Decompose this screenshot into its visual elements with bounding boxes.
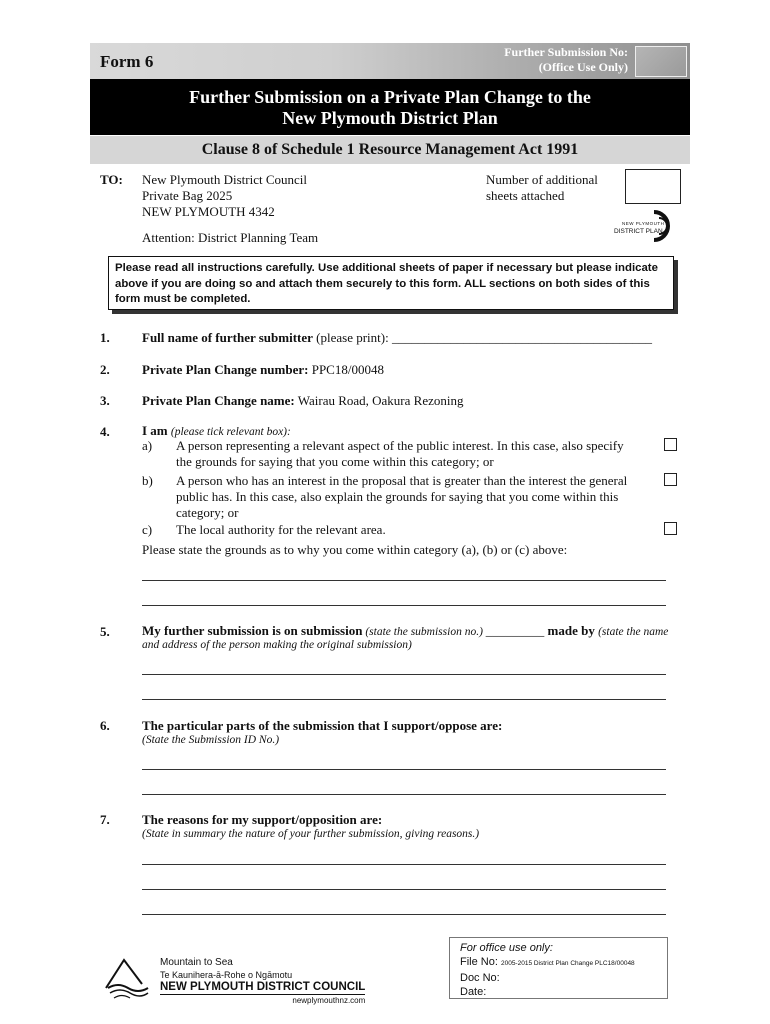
- q6-line-2[interactable]: [142, 794, 666, 795]
- logo-tagline: Mountain to Sea: [160, 957, 233, 968]
- q2-row: [142, 362, 384, 378]
- district-plan-logo-icon: [612, 208, 678, 244]
- to-label: TO:: [100, 172, 123, 187]
- logo-text-1: NEW PLYMOUTH: [622, 221, 665, 226]
- council-logo-text: [160, 957, 365, 1007]
- q5-label: My further submission is on submission: [142, 623, 363, 638]
- instructions-notice: Please read all instructions carefully. Use additional sheets of paper if necessary but please indicate above if you are doing so and attach them securely to this form. ALL sections on both sides of this form must be completed.: [108, 256, 674, 310]
- q6-label: The particular parts of the submission that I support/oppose are:: [142, 718, 503, 733]
- q4-hint: (please tick relevant box):: [170, 426, 291, 438]
- option-b-text: [176, 473, 627, 521]
- q6-line-1[interactable]: [142, 769, 666, 770]
- option-a-letter: a): [142, 438, 153, 453]
- additional-sheets-input[interactable]: [625, 169, 681, 204]
- q7-line-3[interactable]: [142, 914, 666, 915]
- attention-line: Attention: District Planning Team: [142, 230, 319, 245]
- option-b-letter: b): [142, 473, 153, 488]
- grounds-prompt: Please state the grounds as to why you come within category (a), (b) or (c) above:: [142, 542, 568, 557]
- title-line-1: Further Submission on a Private Plan Change to the: [189, 87, 591, 107]
- q3-label: Private Plan Change name:: [142, 393, 295, 408]
- grounds-line-1[interactable]: [142, 580, 666, 581]
- q1-number: 1.: [100, 330, 110, 345]
- q5-line-2[interactable]: [142, 699, 666, 700]
- q4-label: I am: [142, 423, 168, 438]
- address-line-2: Private Bag 2025: [142, 188, 233, 203]
- office-use-label: (Office Use Only): [538, 60, 628, 74]
- option-a-text: [176, 438, 624, 470]
- file-no-value: 2005-2015 District Plan Change PLC18/00048: [500, 960, 635, 967]
- option-a-line-1: A person representing a relevant aspect of the public interest. In this case, also specify: [176, 438, 624, 453]
- form-header-band: [90, 43, 690, 79]
- doc-no-label: Doc No:: [460, 972, 500, 984]
- q1-label: Full name of further submitter: [142, 330, 313, 345]
- district-plan-logo: [612, 208, 678, 244]
- option-b-line-1: A person who has an interest in the proposal that is greater than the interest the general: [176, 473, 628, 488]
- q4-number: 4.: [100, 424, 110, 439]
- q3-row: [142, 393, 463, 409]
- office-use-box: [449, 937, 668, 999]
- option-a-checkbox[interactable]: [664, 438, 677, 451]
- q5-line-1[interactable]: [142, 674, 666, 675]
- option-a-line-2: the grounds for saying that you come within this category; or: [176, 454, 494, 469]
- clause-heading: Clause 8 of Schedule 1 Resource Management Act 1991: [90, 136, 690, 164]
- council-logo: [102, 954, 154, 1002]
- option-c-checkbox[interactable]: [664, 522, 677, 535]
- q6-hint: (State the Submission ID No.): [142, 734, 280, 746]
- option-c-letter: c): [142, 522, 153, 537]
- plan-change-number: PPC18/00048: [311, 362, 384, 377]
- grounds-line-2[interactable]: [142, 605, 666, 606]
- sheets-line-1: Number of additional: [486, 172, 598, 187]
- submission-number-field[interactable]: [635, 46, 687, 77]
- q1-hint: (please print):: [312, 330, 392, 345]
- option-b-line-3: category; or: [176, 505, 239, 520]
- submission-number-blank[interactable]: _________: [485, 623, 545, 638]
- additional-sheets-label: [486, 172, 598, 204]
- further-submission-no: Further Submission No:: [504, 45, 628, 59]
- q5-number: 5.: [100, 624, 110, 639]
- q5-hint-1: (state the submission no.): [362, 626, 486, 638]
- q5-hint-3: and address of the person making the original submission): [142, 639, 412, 651]
- q2-label: Private Plan Change number:: [142, 362, 309, 377]
- address-line-3: NEW PLYMOUTH 4342: [142, 204, 275, 219]
- office-use-title: For office use only:: [460, 942, 553, 954]
- q7-line-2[interactable]: [142, 889, 666, 890]
- form-label: Form 6: [100, 52, 154, 71]
- q7-hint: (State in summary the nature of your further submission, giving reasons.): [142, 828, 480, 840]
- sheets-line-2: sheets attached: [486, 188, 565, 203]
- q6-number: 6.: [100, 718, 110, 733]
- q1-row: [142, 330, 652, 346]
- logo-text-2: DISTRICT PLAN: [614, 228, 663, 235]
- made-by-label: made by: [544, 623, 599, 638]
- office-number-label: [504, 45, 628, 75]
- mountain-logo-icon: [102, 954, 154, 1002]
- title-line-2: New Plymouth District Plan: [282, 108, 498, 128]
- logo-website: newplymouthnz.com: [292, 996, 366, 1005]
- q7-line-1[interactable]: [142, 864, 666, 865]
- option-c-text: The local authority for the relevant area.: [176, 522, 386, 537]
- q2-number: 2.: [100, 362, 110, 377]
- plan-change-name: Wairau Road, Oakura Rezoning: [297, 393, 464, 408]
- file-no-label: File No:: [460, 956, 498, 968]
- option-b-line-2: public has. In this case, also explain the grounds for saying that you come within this: [176, 489, 619, 504]
- file-no-row: [460, 955, 657, 971]
- q7-label: The reasons for my support/opposition are:: [142, 812, 383, 827]
- address-line-1: New Plymouth District Council: [142, 172, 308, 187]
- logo-council-name: NEW PLYMOUTH DISTRICT COUNCIL: [160, 981, 366, 993]
- page-title: [90, 79, 690, 135]
- option-b-checkbox[interactable]: [664, 473, 677, 486]
- submitter-name-field[interactable]: ________________________________________: [391, 330, 652, 345]
- council-address: [142, 172, 307, 220]
- q7-number: 7.: [100, 812, 110, 827]
- q5-hint-2: (state the name: [598, 626, 669, 638]
- q3-number: 3.: [100, 393, 110, 408]
- logo-maori-name: Te Kaunihera-ā-Rohe o Ngāmotu: [160, 970, 293, 980]
- date-label: Date:: [460, 986, 487, 998]
